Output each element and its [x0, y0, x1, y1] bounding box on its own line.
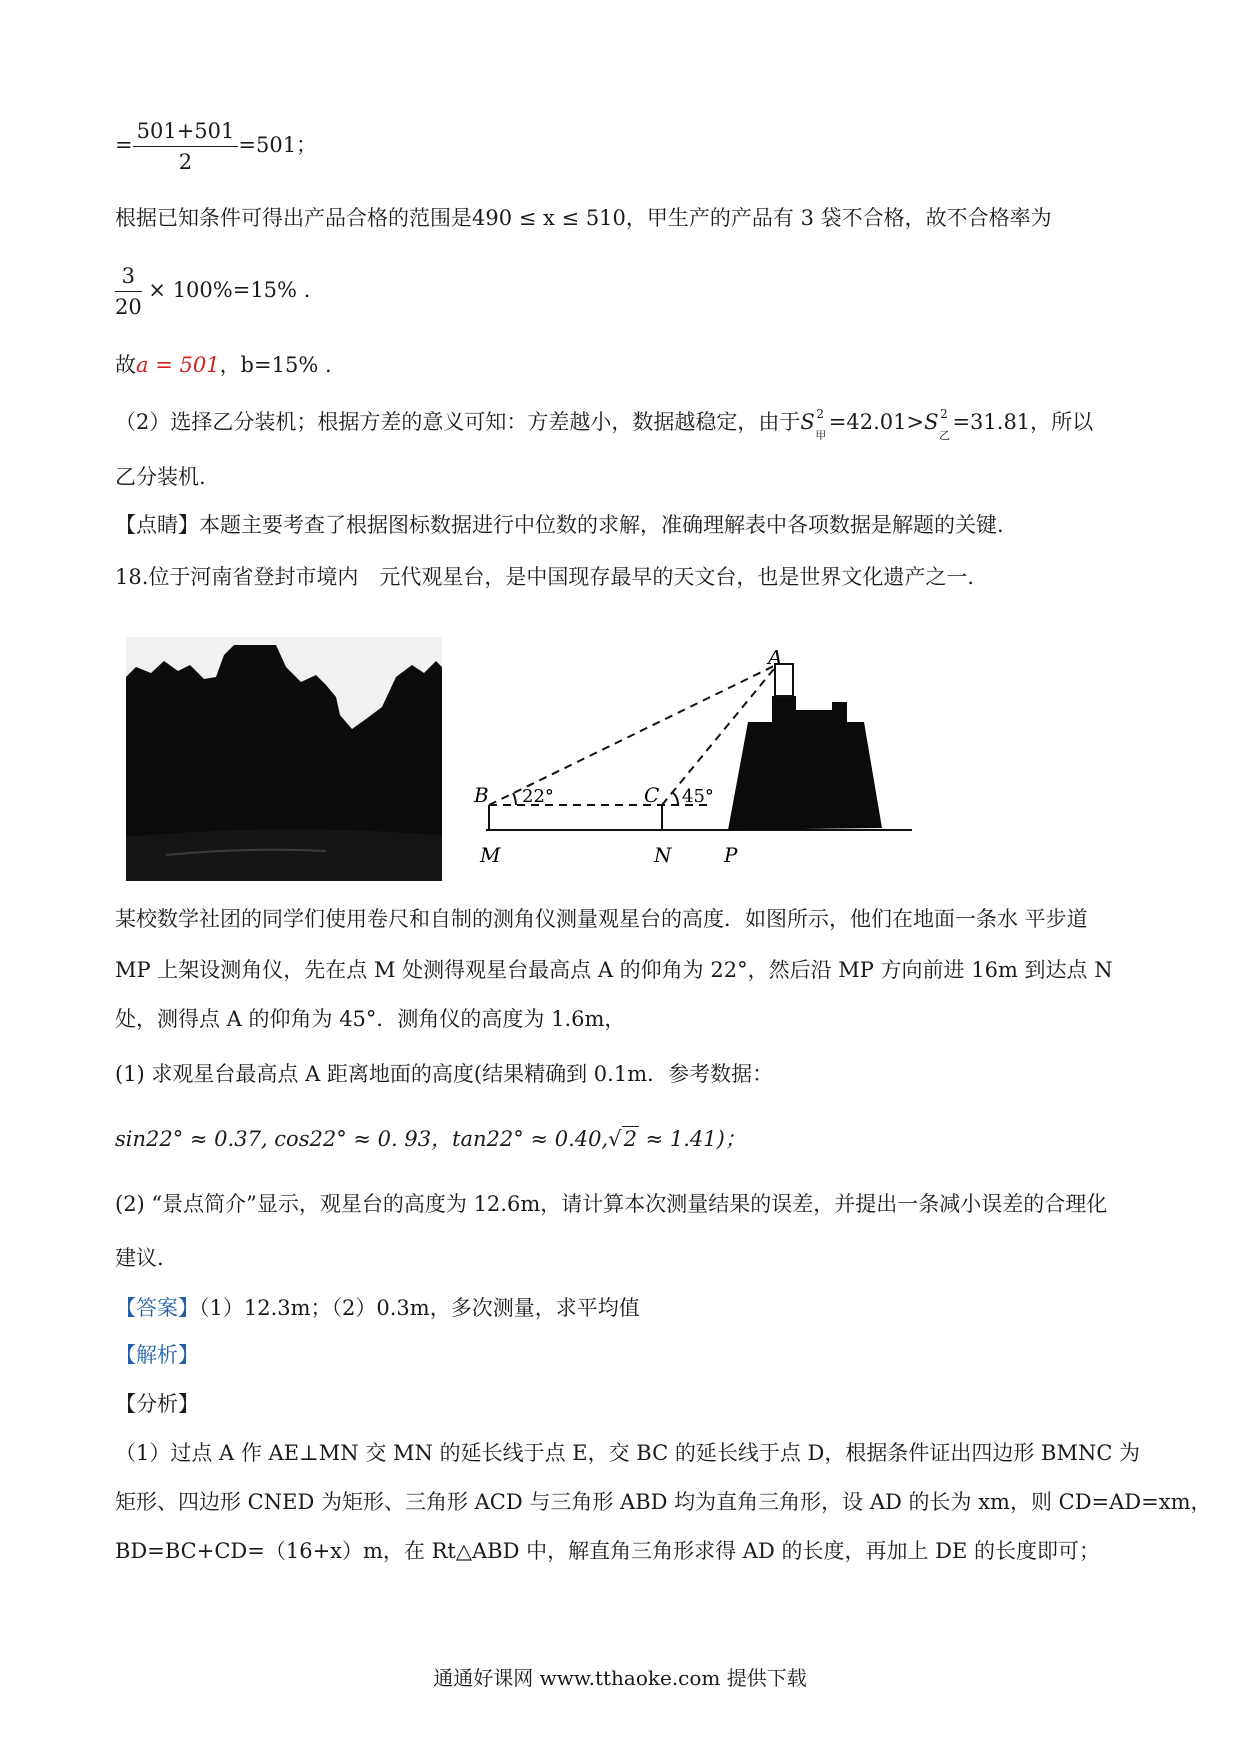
question-part2-line2: 建议.	[115, 1246, 164, 1270]
label-m: M	[480, 843, 501, 867]
variance-symbol: S	[800, 410, 815, 434]
range-text-after: ，甲生产的产品有 3 袋不合格，故不合格率为	[625, 206, 1052, 230]
variance-subscript: 甲	[815, 429, 827, 442]
median-result: =501；	[238, 133, 318, 157]
analysis-line2: 矩形、四边形 CNED 为矩形、三角形 ACD 与三角形 ABD 均为直角三角形，设 AD 的长为 xm，则 CD=AD=xm，	[115, 1490, 1212, 1514]
angle-arc-22	[513, 793, 516, 805]
question-18-intro: 18.位于河南省登封市境内 元代观星台，是中国现存最早的天文台，也是世界文化遗产之一.	[115, 565, 975, 589]
variance-yi	[924, 407, 952, 442]
answer-text: （1）12.3m；（2）0.3m，多次测量，求平均值	[199, 1296, 640, 1320]
conclusion-line	[115, 350, 332, 380]
variance-jia	[800, 407, 828, 442]
part2-text: （2）选择乙分装机；根据方差的意义可知：方差越小，数据越稳定，由于	[115, 410, 801, 434]
rate-calculation	[115, 261, 310, 322]
variance-jia-value: =42.01>	[828, 410, 925, 434]
fraction-denominator: 20	[115, 295, 142, 319]
reference-data	[115, 1124, 746, 1154]
question-desc-line1: 某校数学社团的同学们使用卷尺和自制的测角仪测量观星台的高度．如图所示，他们在地面一条水 平步道	[115, 907, 1088, 931]
b-value: ，b=15% .	[219, 353, 332, 377]
range-text-before: 根据已知条件可得出产品合格的范围是	[115, 206, 472, 230]
measurement-diagram	[472, 650, 922, 884]
page-footer: 通通好课网 www.tthaoke.com 提供下载	[433, 1666, 807, 1690]
observatory-photo	[126, 637, 442, 881]
answer-label: 【答案】	[115, 1296, 199, 1320]
variance-exponent: 2	[940, 407, 948, 421]
question-desc-line3: 处，测得点 A 的仰角为 45°．测角仪的高度为 1.6m，	[115, 1007, 626, 1031]
analysis-line1: （1）过点 A 作 AE⊥MN 交 MN 的延长线于点 E，交 BC 的延长线于点 D，根据条件证出四边形 BMNC 为	[115, 1441, 1141, 1465]
sqrt-radicand: 2	[623, 1127, 637, 1151]
range-expression: 490 ≤ x ≤ 510	[472, 206, 626, 230]
question-desc-line2: MP 上架设测角仪，先在点 M 处测得观星台最高点 A 的仰角为 22°，然后沿 MP 方向前进 16m 到达点 N	[115, 958, 1113, 982]
median-calculation	[115, 116, 317, 177]
dianjing-note: 【点睛】本题主要考查了根据图标数据进行中位数的求解，准确理解表中各项数据是解题的关键.	[115, 513, 1004, 537]
question-part2-line1: (2) “景点简介”显示，观星台的高度为 12.6m，请计算本次测量结果的误差，并提出一条减小误差的合理化	[115, 1192, 1108, 1216]
label-p: P	[724, 843, 738, 867]
label-a: A	[768, 650, 783, 669]
angle-arc-45	[672, 792, 678, 805]
variance-symbol: S	[924, 410, 939, 434]
reference-values: sin22° ≈ 0.37, cos22° ≈ 0. 93，tan22° ≈ 0.40,	[115, 1127, 609, 1151]
rate-fraction	[115, 261, 142, 322]
question-part1: (1) 求观星台最高点 A 距离地面的高度(结果精确到 0.1m．参考数据：	[115, 1062, 774, 1086]
label-c: C	[644, 783, 660, 807]
conclusion-prefix: 故	[115, 353, 136, 377]
variance-yi-value: =31.81，所以	[952, 410, 1094, 434]
sight-line-b	[489, 664, 778, 805]
rate-result: × 100%=15% .	[148, 278, 311, 302]
label-n: N	[654, 843, 672, 867]
label-angle-22: 22°	[522, 786, 554, 807]
a-value: a = 501	[136, 353, 220, 377]
reference-values-end: ≈ 1.41)；	[638, 1127, 746, 1151]
label-angle-45: 45°	[682, 786, 714, 807]
variance-subscript: 乙	[939, 429, 951, 442]
median-fraction	[133, 116, 239, 177]
label-b: B	[474, 783, 489, 807]
fenxi-label: 【分析】	[115, 1392, 199, 1416]
answer-line	[115, 1293, 640, 1323]
part2-line	[115, 407, 1094, 442]
observatory-platform	[728, 696, 882, 830]
analysis-line3: BD=BC+CD=（16+x）m，在 Rt△ABD 中，解直角三角形求得 AD 的长度，再加上 DE 的长度即可；	[115, 1539, 1100, 1563]
fraction-numerator: 3	[115, 261, 142, 292]
range-sentence	[115, 203, 1052, 233]
sqrt-symbol: √	[608, 1127, 622, 1151]
fraction-denominator: 2	[178, 150, 193, 174]
variance-exponent: 2	[816, 407, 824, 421]
jiexi-label: 【解析】	[115, 1343, 199, 1367]
part2-line2: 乙分装机.	[115, 465, 206, 489]
equals-sign: =	[115, 133, 133, 157]
fraction-numerator: 501+501	[133, 116, 239, 147]
